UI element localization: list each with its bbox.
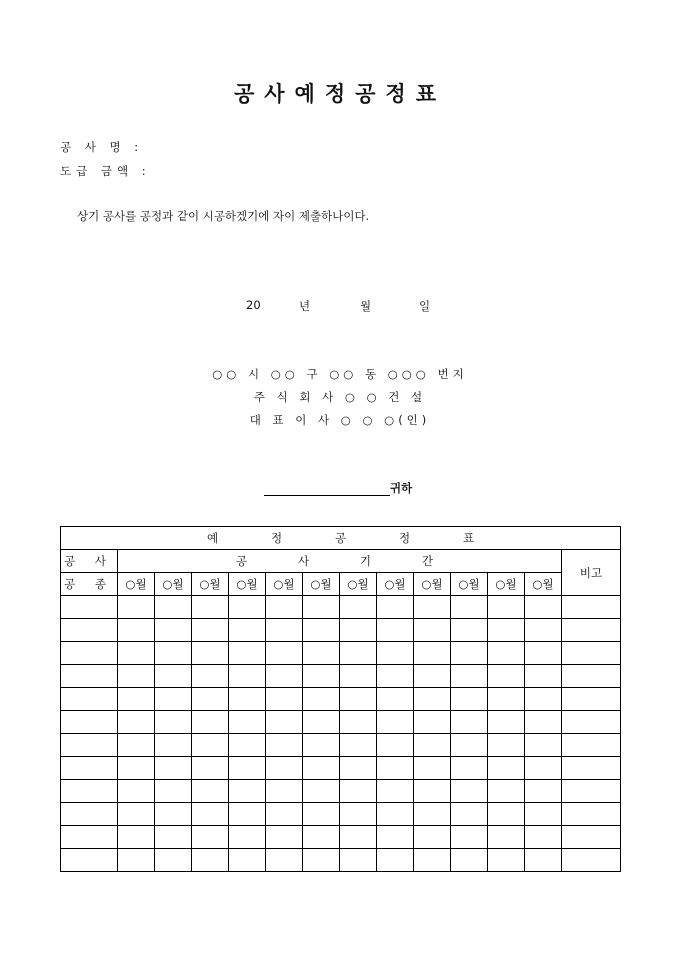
table-cell bbox=[340, 849, 377, 872]
table-cell bbox=[377, 619, 414, 642]
row-header-bottom-cell: 공 종 bbox=[61, 573, 118, 596]
table-cell bbox=[488, 642, 525, 665]
table-cell bbox=[155, 642, 192, 665]
construction-period-char: 공 bbox=[236, 554, 248, 568]
table-cell bbox=[340, 780, 377, 803]
table-row bbox=[61, 642, 621, 665]
table-cell bbox=[303, 619, 340, 642]
table-cell bbox=[488, 734, 525, 757]
table-cell bbox=[266, 619, 303, 642]
table-cell bbox=[562, 780, 621, 803]
table-cell bbox=[562, 757, 621, 780]
table-cell bbox=[525, 803, 562, 826]
table-cell bbox=[451, 642, 488, 665]
table-cell bbox=[192, 665, 229, 688]
company-address: ○○ 시 ○○ 구 ○○ 동 ○○○ 번지 bbox=[212, 367, 468, 381]
table-cell bbox=[377, 849, 414, 872]
table-cell bbox=[525, 849, 562, 872]
date-month: 월 bbox=[360, 299, 372, 313]
table-cell bbox=[61, 826, 118, 849]
table-cell bbox=[303, 596, 340, 619]
table-cell bbox=[451, 780, 488, 803]
table-cell bbox=[562, 734, 621, 757]
table-cell bbox=[229, 688, 266, 711]
table-cell bbox=[155, 734, 192, 757]
month-header-cell: ○월 bbox=[229, 573, 266, 596]
table-cell bbox=[488, 619, 525, 642]
table-cell bbox=[118, 596, 155, 619]
month-header-cell: ○월 bbox=[118, 573, 155, 596]
table-row bbox=[61, 619, 621, 642]
table-cell bbox=[192, 619, 229, 642]
table-cell bbox=[266, 711, 303, 734]
table-cell bbox=[118, 734, 155, 757]
table-cell bbox=[562, 849, 621, 872]
month-header-cell: ○월 bbox=[377, 573, 414, 596]
table-cell bbox=[266, 734, 303, 757]
construction-period-text bbox=[118, 553, 561, 569]
table-cell bbox=[192, 757, 229, 780]
table-cell bbox=[377, 734, 414, 757]
table-cell bbox=[525, 642, 562, 665]
table-cell bbox=[229, 665, 266, 688]
table-cell bbox=[229, 711, 266, 734]
table-cell bbox=[340, 596, 377, 619]
month-header-cell: ○월 bbox=[155, 573, 192, 596]
table-cell bbox=[229, 780, 266, 803]
construction-period-char: 간 bbox=[421, 554, 433, 568]
table-cell bbox=[562, 642, 621, 665]
table-cell bbox=[266, 688, 303, 711]
month-header-cell: ○월 bbox=[303, 573, 340, 596]
month-header-cell: ○월 bbox=[192, 573, 229, 596]
table-cell bbox=[525, 688, 562, 711]
table-cell bbox=[340, 803, 377, 826]
table-cell bbox=[192, 849, 229, 872]
table-cell bbox=[266, 757, 303, 780]
table-cell bbox=[340, 642, 377, 665]
table-cell bbox=[118, 711, 155, 734]
contract-amount-label: 도급 금액 : bbox=[60, 164, 151, 178]
table-cell bbox=[377, 803, 414, 826]
table-cell bbox=[377, 642, 414, 665]
table-cell bbox=[229, 849, 266, 872]
table-cell bbox=[340, 826, 377, 849]
table-cell bbox=[414, 734, 451, 757]
table-cell bbox=[488, 688, 525, 711]
table-cell bbox=[303, 803, 340, 826]
month-header-cell: ○월 bbox=[451, 573, 488, 596]
table-cell bbox=[61, 734, 118, 757]
date-year-prefix: 20 bbox=[246, 298, 261, 312]
table-row bbox=[61, 665, 621, 688]
submission-statement: 상기 공사를 공정과 같이 시공하겠기에 자이 제출하나이다. bbox=[77, 209, 370, 223]
table-cell bbox=[488, 826, 525, 849]
table-cell bbox=[340, 688, 377, 711]
table-cell bbox=[377, 596, 414, 619]
month-header-cell: ○월 bbox=[414, 573, 451, 596]
table-cell bbox=[155, 780, 192, 803]
page-title: 공사예정공정표 bbox=[233, 81, 446, 106]
table-cell bbox=[118, 849, 155, 872]
table-cell bbox=[303, 642, 340, 665]
table-row bbox=[61, 688, 621, 711]
table-cell bbox=[414, 849, 451, 872]
table-row bbox=[61, 849, 621, 872]
table-cell bbox=[525, 619, 562, 642]
table-cell bbox=[155, 596, 192, 619]
row-header-top-cell: 공 사 bbox=[61, 550, 118, 573]
table-cell bbox=[562, 688, 621, 711]
table-cell bbox=[451, 688, 488, 711]
table-cell bbox=[266, 665, 303, 688]
table-cell bbox=[525, 826, 562, 849]
table-cell bbox=[414, 688, 451, 711]
table-cell bbox=[525, 665, 562, 688]
table-cell bbox=[414, 642, 451, 665]
table-cell bbox=[192, 688, 229, 711]
table-cell bbox=[377, 665, 414, 688]
table-cell bbox=[266, 803, 303, 826]
table-cell bbox=[488, 596, 525, 619]
table-cell bbox=[451, 665, 488, 688]
table-cell bbox=[562, 665, 621, 688]
table-cell bbox=[488, 665, 525, 688]
company-representative: 대 표 이 사 ○ ○ ○(인) bbox=[249, 413, 431, 427]
table-cell bbox=[377, 688, 414, 711]
table-cell bbox=[377, 826, 414, 849]
table-cell bbox=[377, 780, 414, 803]
table-cell bbox=[229, 803, 266, 826]
table-cell bbox=[118, 757, 155, 780]
table-cell bbox=[414, 665, 451, 688]
construction-period-cell bbox=[118, 550, 562, 573]
table-cell bbox=[488, 780, 525, 803]
month-header-cell: ○월 bbox=[340, 573, 377, 596]
table-title-cell bbox=[61, 527, 621, 550]
table-cell bbox=[303, 849, 340, 872]
table-cell bbox=[118, 642, 155, 665]
table-row bbox=[61, 757, 621, 780]
recipient bbox=[264, 480, 412, 496]
table-title-char: 표 bbox=[462, 531, 475, 545]
table-cell bbox=[562, 711, 621, 734]
table-title-char: 공 bbox=[334, 531, 347, 545]
table-cell bbox=[61, 849, 118, 872]
table-title-row bbox=[61, 527, 621, 550]
table-cell bbox=[525, 757, 562, 780]
table-cell bbox=[192, 826, 229, 849]
table-cell bbox=[266, 849, 303, 872]
table-cell bbox=[340, 619, 377, 642]
table-cell bbox=[155, 688, 192, 711]
date-day: 일 bbox=[419, 299, 431, 313]
table-cell bbox=[118, 688, 155, 711]
schedule-table bbox=[60, 526, 621, 872]
project-name-label: 공 사 명 : bbox=[60, 140, 144, 154]
table-cell bbox=[118, 619, 155, 642]
company-name: 주 식 회 사 ○ ○ 건 설 bbox=[253, 390, 427, 404]
table-cell bbox=[61, 596, 118, 619]
table-cell bbox=[229, 619, 266, 642]
table-cell bbox=[229, 596, 266, 619]
table-cell bbox=[488, 803, 525, 826]
table-cell bbox=[61, 688, 118, 711]
table-cell bbox=[61, 642, 118, 665]
table-title-text bbox=[61, 530, 620, 546]
months-header-row bbox=[61, 573, 621, 596]
table-cell bbox=[155, 849, 192, 872]
table-row bbox=[61, 711, 621, 734]
table-title-char: 정 bbox=[270, 531, 283, 545]
table-row bbox=[61, 734, 621, 757]
table-title-char: 예 bbox=[207, 531, 219, 545]
table-cell bbox=[377, 711, 414, 734]
table-cell bbox=[155, 826, 192, 849]
table-cell bbox=[155, 619, 192, 642]
table-cell bbox=[525, 780, 562, 803]
table-cell bbox=[61, 665, 118, 688]
table-cell bbox=[340, 757, 377, 780]
table-cell bbox=[303, 757, 340, 780]
table-cell bbox=[303, 688, 340, 711]
table-cell bbox=[525, 711, 562, 734]
table-cell bbox=[414, 780, 451, 803]
table-row bbox=[61, 596, 621, 619]
table-title-char: 정 bbox=[398, 531, 411, 545]
table-cell bbox=[562, 826, 621, 849]
table-cell bbox=[229, 757, 266, 780]
table-cell bbox=[488, 757, 525, 780]
table-cell bbox=[562, 619, 621, 642]
table-cell bbox=[266, 596, 303, 619]
table-cell bbox=[266, 642, 303, 665]
table-cell bbox=[192, 642, 229, 665]
table-cell bbox=[303, 826, 340, 849]
table-cell bbox=[303, 711, 340, 734]
table-cell bbox=[525, 596, 562, 619]
table-cell bbox=[155, 803, 192, 826]
table-cell bbox=[192, 596, 229, 619]
table-cell bbox=[562, 803, 621, 826]
table-cell bbox=[414, 711, 451, 734]
table-cell bbox=[303, 734, 340, 757]
table-cell bbox=[61, 780, 118, 803]
table-cell bbox=[192, 711, 229, 734]
remarks-header-cell: 비고 bbox=[562, 550, 621, 596]
date-year: 년 bbox=[299, 299, 311, 313]
table-cell bbox=[118, 803, 155, 826]
table-cell bbox=[451, 734, 488, 757]
table-cell bbox=[192, 780, 229, 803]
table-cell bbox=[303, 665, 340, 688]
table-row bbox=[61, 803, 621, 826]
table-cell bbox=[340, 734, 377, 757]
table-cell bbox=[451, 849, 488, 872]
table-cell bbox=[451, 711, 488, 734]
period-header-row bbox=[61, 550, 621, 573]
table-cell bbox=[414, 596, 451, 619]
table-cell bbox=[562, 596, 621, 619]
table-cell bbox=[229, 734, 266, 757]
table-cell bbox=[488, 711, 525, 734]
month-header-cell: ○월 bbox=[525, 573, 562, 596]
table-row bbox=[61, 780, 621, 803]
table-cell bbox=[488, 849, 525, 872]
table-cell bbox=[414, 619, 451, 642]
table-cell bbox=[61, 619, 118, 642]
table-cell bbox=[155, 665, 192, 688]
table-cell bbox=[118, 826, 155, 849]
table-cell bbox=[118, 780, 155, 803]
table-cell bbox=[61, 803, 118, 826]
table-cell bbox=[377, 757, 414, 780]
table-cell bbox=[229, 642, 266, 665]
table-cell bbox=[451, 757, 488, 780]
table-cell bbox=[525, 734, 562, 757]
month-header-cell: ○월 bbox=[266, 573, 303, 596]
table-cell bbox=[192, 803, 229, 826]
table-cell bbox=[451, 826, 488, 849]
table-cell bbox=[118, 665, 155, 688]
table-cell bbox=[340, 711, 377, 734]
table-cell bbox=[303, 780, 340, 803]
table-cell bbox=[229, 826, 266, 849]
table-cell bbox=[192, 734, 229, 757]
construction-period-char: 기 bbox=[359, 554, 372, 568]
table-row bbox=[61, 826, 621, 849]
table-cell bbox=[266, 780, 303, 803]
table-cell bbox=[451, 619, 488, 642]
table-cell bbox=[61, 711, 118, 734]
month-header-cell: ○월 bbox=[488, 573, 525, 596]
table-cell bbox=[451, 803, 488, 826]
table-cell bbox=[266, 826, 303, 849]
table-cell bbox=[414, 826, 451, 849]
construction-period-char: 사 bbox=[297, 554, 310, 568]
recipient-suffix: 귀하 bbox=[390, 481, 413, 495]
table-cell bbox=[451, 596, 488, 619]
table-cell bbox=[155, 711, 192, 734]
table-cell bbox=[414, 803, 451, 826]
recipient-blank-line bbox=[264, 482, 390, 496]
table-cell bbox=[414, 757, 451, 780]
table-cell bbox=[61, 757, 118, 780]
table-cell bbox=[155, 757, 192, 780]
table-cell bbox=[340, 665, 377, 688]
